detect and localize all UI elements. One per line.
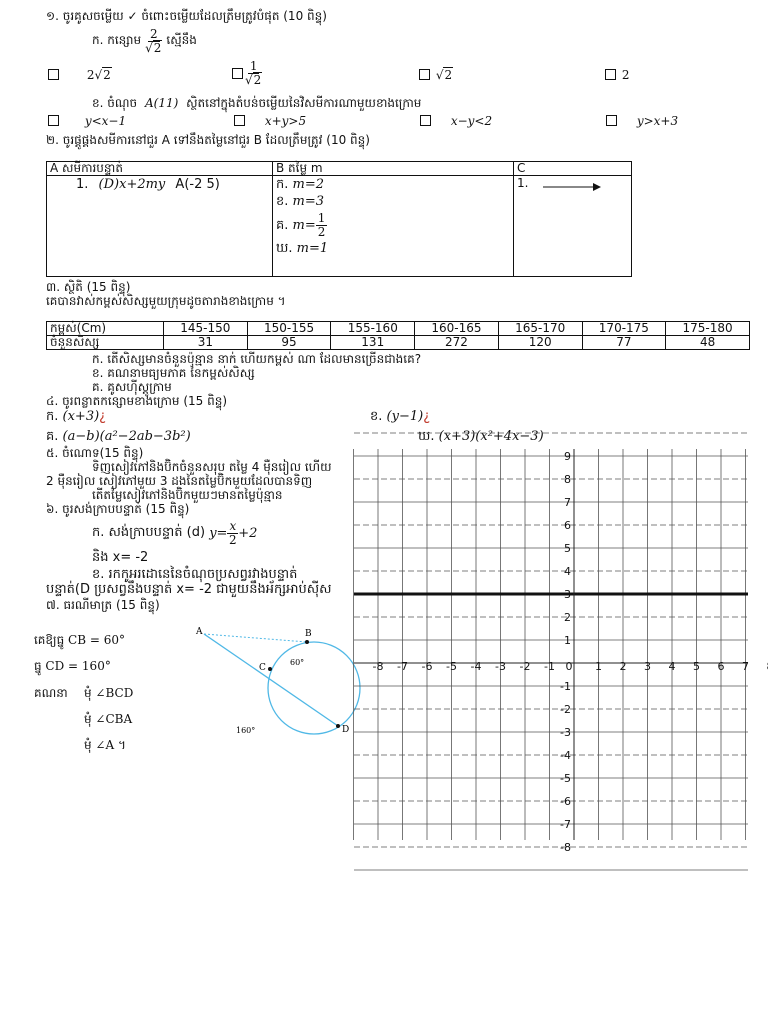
q3-class-cell: 150-155 — [247, 322, 331, 336]
x-tick-label: 4 — [668, 660, 676, 673]
q3-class-cell: 160-165 — [415, 322, 499, 336]
q1-a-frac-den-rad: 2 — [153, 40, 162, 55]
q7-given2: ធ្នូ CD = 160° — [34, 659, 111, 673]
q3-row2-header: ចំនួនសិស្ស — [47, 336, 164, 350]
q6-a-fraction: $\frac{x}{2}$ — [229, 518, 237, 547]
q4-part-b: ខ. (y−1)¿ — [370, 409, 431, 424]
x-tick-label: -4 — [470, 660, 482, 673]
q3-count-cell: 48 — [666, 336, 750, 350]
q1-part-a — [92, 24, 197, 58]
q7-ask3: មុំ ∠A ។ — [84, 738, 126, 752]
grid-svg — [354, 449, 749, 854]
label-arc-60: 60° — [290, 658, 305, 667]
q3-count-cell: 95 — [247, 336, 331, 350]
q4-part-c: គ. (a−b)(a²−2ab−3b²) — [46, 429, 191, 444]
x-tick-label: 0 — [565, 660, 573, 673]
q1-a-option-1[interactable]: 2√2 — [48, 68, 112, 82]
checkbox-icon[interactable] — [419, 69, 430, 80]
q4-part-a: ក. (x+3)¿ — [46, 409, 107, 424]
q1-b-option-1-text: y<x−1 — [84, 114, 127, 128]
q3-class-cell: 170-175 — [582, 322, 666, 336]
q7-given1: គេឱ្យធ្នូ CB = 60° — [34, 633, 126, 647]
q6-a-line2: និង x= -2 — [92, 550, 149, 565]
x-tick-label: -6 — [421, 660, 433, 673]
q3-sub-c: គ. គូសហ៊ីស្តូក្រាម — [92, 380, 172, 394]
y-tick-label: 7 — [564, 496, 571, 509]
label-d: D — [342, 725, 350, 735]
checkbox-icon[interactable] — [234, 115, 245, 126]
y-tick-label: -6 — [560, 795, 571, 808]
x-tick-label: 1 — [595, 660, 602, 673]
checkbox-icon[interactable] — [605, 69, 616, 80]
q7-ask-label: គណនា — [34, 686, 68, 700]
y-tick-label: 3 — [564, 588, 571, 601]
q6-part-a: ក. សង់ក្រាបបន្ទាត់ (d) y= $\frac{x}{2}$ +2 — [92, 518, 258, 547]
x-tick-label: 7 — [742, 660, 749, 673]
q2-col-b-cell — [273, 176, 514, 277]
q1-b-option-4[interactable] — [606, 114, 678, 128]
x-tick-label: -8 — [372, 660, 384, 673]
q3-row1-header: កម្ពស់(Cm) — [47, 322, 164, 336]
q2-b-item: គ. m= $\frac{1}{2}$ — [276, 210, 326, 239]
secant-line-ad — [204, 634, 338, 726]
q3-count-cell: 272 — [415, 336, 499, 350]
x-tick-label: 6 — [717, 660, 725, 673]
q2-matching-table — [46, 161, 632, 277]
q1-part-b — [92, 95, 421, 113]
q1-b-option-2-text: x+y>5 — [264, 114, 307, 128]
q2-a-item-point: A(-2 5) — [175, 177, 220, 192]
q3-count-cell: 31 — [164, 336, 248, 350]
q1-b-option-4-text: y>x+3 — [636, 114, 679, 128]
q1-b-option-3-text: x−y<2 — [450, 114, 493, 128]
x-tick-label: 2 — [619, 660, 627, 673]
q2-a-item-expr: (D)x+2my — [98, 177, 166, 192]
y-tick-label: -8 — [560, 841, 571, 854]
y-tick-label: 8 — [564, 473, 571, 486]
q3-frequency-table — [46, 321, 750, 350]
y-tick-label: -7 — [560, 818, 571, 831]
checkbox-icon[interactable] — [48, 115, 59, 126]
q1-a-option-3-text: 2 — [444, 68, 453, 82]
label-arc-160: 160° — [236, 726, 256, 735]
q2-b-item: ឃ. m=1 — [276, 241, 329, 256]
y-tick-label: 2 — [564, 611, 571, 624]
q6-b-line2: បន្ទាត់(D ប្រសព្វនឹងបន្ទាត់ x= -2 ជាមួយនឹងអ័ក្សអាប់ស៊ីស — [46, 582, 332, 597]
q6-heading: ៦. ចូរសង់ក្រាបបន្ទាត់ (15 ពិន្ទុ) — [46, 502, 190, 516]
q4-b-expr: (y−1) — [386, 409, 424, 424]
x-tick-label: -2 — [519, 660, 531, 673]
q1-a-frac-den: √2 — [145, 40, 162, 55]
q1-a-option-3[interactable]: √2 — [419, 68, 453, 82]
q3-count-cell: 77 — [582, 336, 666, 350]
q3-count-cell: 120 — [498, 336, 582, 350]
y-tick-label: -1 — [560, 680, 571, 693]
q6-a-text: ក. សង់ក្រាបបន្ទាត់ (d) — [92, 524, 206, 540]
x-tick-label: 3 — [644, 660, 651, 673]
q1-a-frac-num: 2 — [149, 26, 158, 41]
q4-part-d: ឃ. (x+3)(x²+4x−3) — [418, 429, 544, 444]
label-a: A — [196, 627, 203, 637]
q3-class-cell: 165-170 — [498, 322, 582, 336]
q1-a-option-4[interactable] — [605, 68, 629, 82]
tangent-line-ab — [204, 634, 307, 642]
q2-col-b-header: B តម្លៃ m — [273, 162, 514, 176]
q7-ask1: មុំ ∠BCD — [84, 686, 134, 700]
q2-col-c-cell — [514, 176, 632, 277]
q6-part-b: ខ. រកកូអរដោនេនៃចំណុចប្រសព្វរវាងបន្ទាត់ — [92, 567, 298, 582]
y-tick-label: 9 — [564, 450, 571, 463]
q7-geometry-figure — [34, 626, 364, 752]
y-tick-label: -3 — [560, 726, 571, 739]
point-c — [268, 667, 272, 671]
q1-a-option-4-text: 2 — [621, 68, 630, 82]
q3-intro: គេបានវាស់កម្ពស់សិស្សមួយក្រុមដូចតារាងខាងក្រោម ។ — [46, 294, 286, 308]
q1-a-option-1-text: 2 — [103, 68, 111, 82]
q1-b-tail: ស្ថិតនៅក្នុងតំបន់ចម្លើយនៃវិសមីការណាមួយខាងក្រោម — [186, 96, 422, 110]
y-tick-label: 5 — [564, 542, 571, 555]
q7-heading: ៧. ធរណីមាត្រ (15 ពិន្ទុ) — [46, 598, 160, 612]
q1-b-option-3[interactable] — [420, 114, 492, 128]
q3-class-cell: 145-150 — [164, 322, 248, 336]
q7-ask2: មុំ ∠CBA — [84, 712, 133, 726]
q4-a-expr: (x+3) — [62, 409, 100, 424]
q1-a-option-2[interactable] — [232, 60, 262, 87]
q2-b-item: ខ. m=3 — [276, 194, 325, 209]
x-tick-label: -7 — [397, 660, 408, 673]
checkbox-icon[interactable] — [48, 69, 59, 80]
y-tick-label: 1 — [564, 634, 571, 647]
q2-b-fraction: $\frac{1}{2}$ — [317, 210, 326, 239]
q2-col-c-header: C — [514, 162, 632, 176]
q3-count-cell: 131 — [331, 336, 415, 350]
point-b — [305, 640, 309, 644]
x-tick-label: -5 — [446, 660, 457, 673]
q1-heading: ១. ចូរគូសចម្លើយ ✓ ចំពោះចម្លើយដែលត្រឹមត្រូវបំផុត (10 ពិន្ទុ) — [46, 9, 327, 23]
q1-a-label: ក. កន្សោម — [92, 33, 142, 47]
q5-line1: ទិញសៀវភៅនិងប៊ិកចំនួនសរុប តម្លៃ 4 ម៉ឺនរៀល ហើយ — [92, 460, 332, 474]
x-tick-label: 5 — [693, 660, 700, 673]
q1-a-option-2-fraction — [245, 60, 262, 87]
q1-a-fraction — [145, 28, 162, 55]
x-tick-label: -3 — [495, 660, 506, 673]
q2-c-item-num: 1. — [517, 176, 529, 190]
checkbox-icon[interactable] — [232, 68, 243, 79]
q1-b-option-2[interactable] — [234, 114, 306, 128]
y-tick-label: 6 — [564, 519, 571, 532]
q2-a-item-num: 1. — [76, 177, 89, 192]
q3-heading: ៣. ស្ថិតិ (15 ពិន្ទុ) — [46, 280, 131, 294]
q4-c-expr: (a−b)(a²−2ab−3b²) — [62, 429, 191, 444]
q1-a-option-2-den: √2 — [245, 73, 262, 87]
q2-heading: ២. ចូរផ្គូផ្គងសមីការនៅជួរ A ទៅនឹងតម្លៃនៅជួរ B ដែលត្រឹមត្រូវ (10 ពិន្ទុ) — [46, 133, 370, 147]
q7-circle-diagram — [184, 626, 364, 744]
arrow-right-icon — [543, 182, 601, 192]
q1-b-label: ខ. ចំណុច — [92, 96, 138, 110]
y-tick-label: -2 — [560, 703, 571, 716]
y-tick-label: -4 — [560, 749, 571, 762]
x-tick-label: -1 — [544, 660, 555, 673]
checkbox-icon[interactable] — [420, 115, 431, 126]
q5-heading: ៥. ចំណោទ(15 ពិន្ទុ) — [46, 446, 144, 460]
label-b: B — [305, 629, 312, 639]
q5-line3: តើតម្លៃសៀវភៅនិងប៊ិកមួយៗមានតម្លៃប៉ុន្មាន — [92, 488, 283, 502]
q2-b-item: ក. m=2 — [276, 177, 325, 192]
q3-sub-a: ក. តើសិស្សមានចំនួនប៉ុន្មាន នាក់ ហើយកម្ពស់ ណា ដែលមានច្រើនជាងគេ? — [92, 352, 422, 366]
q1-b-option-1[interactable] — [48, 114, 126, 128]
point-d — [336, 724, 340, 728]
y-tick-label: 4 — [564, 565, 571, 578]
q3-class-cell: 155-160 — [331, 322, 415, 336]
coordinate-grid[interactable] — [354, 449, 749, 854]
q3-class-cell: 175-180 — [666, 322, 750, 336]
q4-d-expr: (x+3)(x²+4x−3) — [438, 429, 544, 444]
q2-col-a-cell — [47, 176, 273, 277]
q1-b-point: A(11) — [144, 96, 179, 110]
q1-a-tail: ស្មើនឹង — [166, 33, 197, 47]
q1-a-option-2-num: 1 — [249, 59, 258, 73]
y-tick-label: -5 — [560, 772, 571, 785]
q3-sub-b: ខ. គណនាមធ្យមភាគ នៃកម្ពស់សិស្ស — [92, 366, 255, 380]
q4-heading: ៤. ចូរពន្លាតកន្សោមខាងក្រោម (15 ពិន្ទុ) — [46, 394, 228, 408]
q5-line2: 2 ម៉ឺនរៀល សៀវភៅមួយ 3 ដងនៃតម្លៃប៊ិកមួយដែលបានទិញ — [46, 474, 313, 488]
checkbox-icon[interactable] — [606, 115, 617, 126]
q2-col-a-header: A សមីការបន្ទាត់ — [47, 162, 273, 176]
label-c: C — [259, 663, 266, 673]
